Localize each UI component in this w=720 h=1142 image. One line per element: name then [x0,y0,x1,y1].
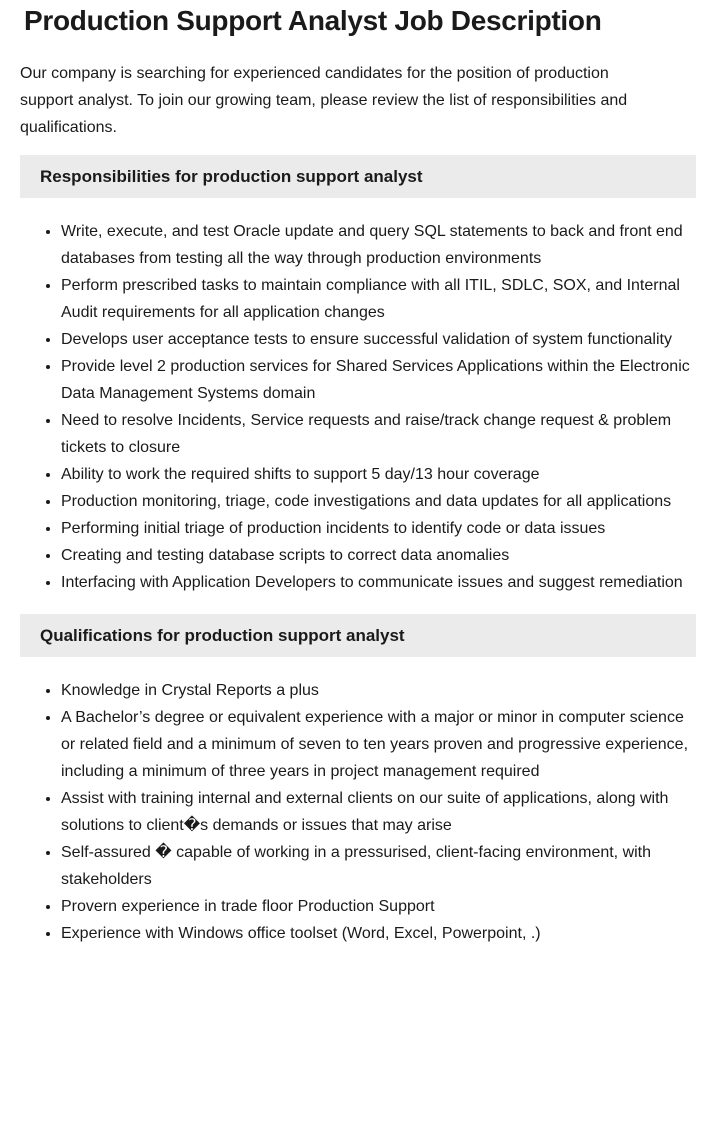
list-item: • Production monitoring, triage, code investigations and data updates for all applications [61,488,695,515]
list-item: • Ability to work the required shifts to support 5 day/13 hour coverage [61,461,695,488]
list-item: • Develops user acceptance tests to ensure successful validation of system functionality [61,326,695,353]
list-item: • Assist with training internal and external clients on our suite of applications, along with solutions to client�s demands or issues that may arise [61,785,695,839]
section-qualifications [20,614,696,947]
list-item: • Write, execute, and test Oracle update and query SQL statements to back and front end databases from testing all the way through production environments [61,218,695,272]
list-item: • Creating and testing database scripts to correct data anomalies [61,542,695,569]
intro-paragraph: Our company is searching for experienced candidates for the position of production support analyst. To join our growing team, please review the list of responsibilities and qualifications. [20,65,628,136]
list-item: • Need to resolve Incidents, Service requests and raise/track change request & problem tickets to closure [61,407,695,461]
list-item: • A Bachelor’s degree or equivalent experience with a major or minor in computer science or related field and a minimum of seven to ten years proven and progressive experience, including a minimum of three years in project management required [61,704,695,785]
list-item: • Perform prescribed tasks to maintain compliance with all ITIL, SDLC, SOX, and Internal Audit requirements for all application changes [61,272,695,326]
responsibilities-heading: Responsibilities for production support analyst [40,167,423,186]
responsibilities-heading-bar [20,155,696,198]
responsibilities-list [20,218,696,596]
list-item: • Experience with Windows office toolset (Word, Excel, Powerpoint, .) [61,920,695,947]
list-item: • Provern experience in trade floor Production Support [61,893,695,920]
qualifications-heading: Qualifications for production support analyst [40,626,405,645]
qualifications-list [20,677,696,947]
list-item: • Self-assured � capable of working in a pressurised, client-facing environment, with stakeholders [61,839,695,893]
qualifications-heading-bar [20,614,696,657]
section-responsibilities [20,155,696,596]
page-title: Production Support Analyst Job Description [24,5,602,36]
job-description-page [0,4,720,995]
list-item: • Knowledge in Crystal Reports a plus [61,677,695,704]
list-item: • Interfacing with Application Developers to communicate issues and suggest remediation [61,569,695,596]
list-item: • Performing initial triage of production incidents to identify code or data issues [61,515,695,542]
list-item: • Provide level 2 production services for Shared Services Applications within the Electronic Data Management Systems domain [61,353,695,407]
